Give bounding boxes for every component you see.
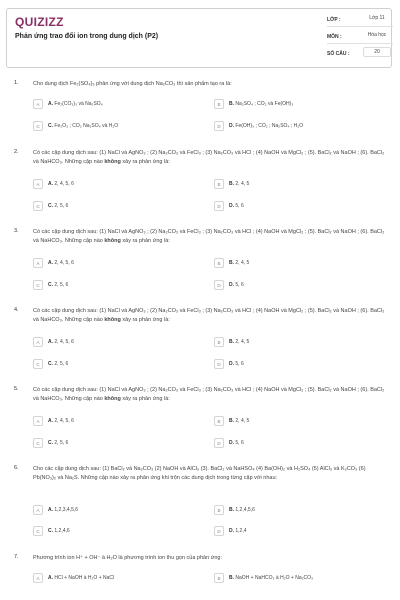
option-letter-badge: D — [214, 359, 224, 369]
quizizz-logo: QUIZIZZ — [15, 15, 64, 29]
option-letter-badge: C — [33, 280, 43, 290]
option-a[interactable]: A A. HCl + NaOH à H₂O + NaCl — [33, 573, 183, 584]
option-letter-badge: B — [214, 179, 224, 189]
question-number: 7. — [14, 554, 19, 560]
option-letter-badge: D — [214, 201, 224, 211]
question-text: Có các cặp dung dịch sau: (1) NaCl và AgNO₃ ; (2) Na₂CO₃ và FeCl₃ ; (3) Na₂CO₃ và HCl ; (4) NaOH và MgCl₂ ; (5). BaCl₂ và NaOH ; (6). BaCl₂ và NaHCO₃. Những cặp nào không xảy ra phản ứng là: — [33, 229, 385, 244]
count-value: 20 — [363, 47, 391, 57]
option-d[interactable]: D D. 5, 6 — [214, 438, 364, 449]
option-c[interactable]: C C. Fe₂O₃ ; CO₂ Na₂SO₄ và H₂O — [33, 121, 183, 132]
option-letter-badge: B — [214, 416, 224, 426]
divider — [327, 43, 393, 44]
option-c[interactable]: C C. 2, 5, 6 — [33, 359, 183, 370]
option-b[interactable]: B B. 1,2,4,5,6 — [214, 505, 364, 516]
option-letter-badge: A — [33, 99, 43, 109]
option-c[interactable]: C C. 2, 5, 6 — [33, 280, 183, 291]
question-number: 4. — [14, 307, 19, 313]
option-d[interactable]: D D. Fe(OH)₃ ; CO₂ ; Na₂SO₄ ; H₂O — [214, 121, 364, 132]
option-letter-badge: B — [214, 337, 224, 347]
option-c[interactable]: C C. 1,2,4,6 — [33, 526, 183, 537]
option-a[interactable]: A A. 1,2,3,4,5,6 — [33, 505, 183, 516]
question-text: Có các cặp dung dịch sau: (1) NaCl và AgNO₃ ; (2) Na₂CO₃ và FeCl₃ ; (3) Na₂CO₃ và HCl ; (4) NaOH và MgCl₂ ; (5). BaCl₂ và NaOH ; (6). BaCl₂ và NaHCO₃. Những cặp nào không xảy ra phản ứng là: — [33, 150, 385, 165]
divider — [327, 26, 393, 27]
count-label: SỐ CÂU : — [327, 51, 350, 57]
option-letter-badge: B — [214, 258, 224, 268]
option-letter-badge: A — [33, 573, 43, 583]
option-letter-badge: C — [33, 201, 43, 211]
worksheet-title: Phản ứng trao đổi ion trong dung dịch (P2) — [15, 33, 159, 40]
option-a[interactable]: A A. 2, 4, 5, 6 — [33, 337, 183, 348]
option-letter-badge: D — [214, 280, 224, 290]
class-value: Lớp 11 — [369, 15, 385, 21]
option-letter-badge: C — [33, 526, 43, 536]
option-letter-badge: D — [214, 438, 224, 448]
option-c[interactable]: C C. 2, 5, 6 — [33, 438, 183, 449]
option-letter-badge: C — [33, 438, 43, 448]
option-letter-badge: D — [214, 121, 224, 131]
question-text: Có các cặp dung dịch sau: (1) NaCl và AgNO₃ ; (2) Na₂CO₃ và FeCl₃ ; (3) Na₂CO₃ và HCl ; (4) NaOH và MgCl₂ ; (5). BaCl₂ và NaOH ; (6). BaCl₂ và NaHCO₃. Những cặp nào không xảy ra phản ứng là: — [33, 308, 385, 323]
option-letter-badge: A — [33, 337, 43, 347]
question-number: 3. — [14, 228, 19, 234]
option-letter-badge: A — [33, 179, 43, 189]
question-text: Cho dung dịch Fe₂(SO₄)₃ phản ứng với dung dịch Na₂CO₃ thì sản phẩm tạo ra là: — [33, 81, 232, 87]
option-b[interactable]: B B. Na₂SO₄ ; CO₂ và Fe(OH)₃ — [214, 99, 364, 110]
question-text: Phương trình ion H⁺ + OH⁻ à H₂O là phương trình ion thu gọn của phản ứng: — [33, 555, 223, 561]
question-number: 6. — [14, 465, 19, 471]
question-text: Có các cặp dung dịch sau: (1) NaCl và AgNO₃ ; (2) Na₂CO₃ và FeCl₃ ; (3) Na₂CO₃ và HCl ; (4) NaOH và MgCl₂ ; (5). BaCl₂ và NaOH ; (6). BaCl₂ và NaHCO₃. Những cặp nào không xảy ra phản ứng là: — [33, 387, 385, 402]
question-number: 2. — [14, 149, 19, 155]
question-text: Cho các cặp dung dịch sau: (1) BaCl₂ và Na₂CO₃ (2) NaOH và AlCl₃ (3). BaCl₂ và NaHSO₄ (4) Ba(OH)₂ và H₂SO₄ (5) AlCl₃ và K₂CO₃ (6) Pb(NO₃)₂ và Na₂S. Những cặp nào xảy ra phản ứng khi trộn các dung dịch trong từng cặp với nhau: — [33, 466, 366, 481]
option-letter-badge: C — [33, 121, 43, 131]
option-letter-badge: B — [214, 99, 224, 109]
subject-value: Hóa học — [367, 32, 387, 38]
question-number: 1. — [14, 80, 19, 86]
option-d[interactable]: D D. 5, 6 — [214, 280, 364, 291]
option-a[interactable]: A A. 2, 4, 5, 6 — [33, 416, 183, 427]
option-letter-badge: A — [33, 416, 43, 426]
class-label: LỚP : — [327, 17, 341, 23]
worksheet-header — [6, 8, 392, 68]
option-d[interactable]: D D. 5, 6 — [214, 359, 364, 370]
option-letter-badge: B — [214, 505, 224, 515]
option-b[interactable]: B B. NaOH + NaHCO₃ à H₂O + Na₂CO₃ — [214, 573, 364, 584]
option-a[interactable]: A A. 2, 4, 5, 6 — [33, 179, 183, 190]
option-b[interactable]: B B. 2, 4, 5 — [214, 337, 364, 348]
option-b[interactable]: B B. 2, 4, 5 — [214, 258, 364, 269]
option-letter-badge: C — [33, 359, 43, 369]
option-letter-badge: A — [33, 505, 43, 515]
option-d[interactable]: D D. 5, 6 — [214, 201, 364, 212]
question-number: 5. — [14, 386, 19, 392]
option-letter-badge: B — [214, 573, 224, 583]
subject-label: MÔN : — [327, 34, 342, 40]
option-b[interactable]: B B. 2, 4, 5 — [214, 179, 364, 190]
option-a[interactable]: A A. Fe₂(CO₃)₃ và Na₂SO₄ — [33, 99, 183, 110]
option-b[interactable]: B B. 2, 4, 5 — [214, 416, 364, 427]
option-letter-badge: A — [33, 258, 43, 268]
option-c[interactable]: C C. 2, 5, 6 — [33, 201, 183, 212]
option-a[interactable]: A A. 2, 4, 5, 6 — [33, 258, 183, 269]
option-letter-badge: D — [214, 526, 224, 536]
option-d[interactable]: D D. 1,2,4 — [214, 526, 364, 537]
